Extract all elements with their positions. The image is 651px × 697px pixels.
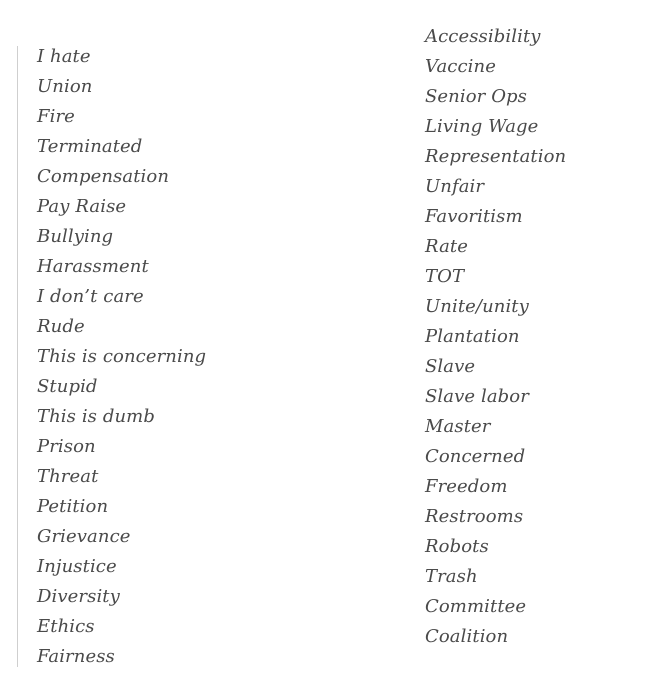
list-item: Prison xyxy=(37,436,96,457)
list-item: Fairness xyxy=(37,646,115,667)
list-item: Threat xyxy=(37,466,99,487)
list-item: TOT xyxy=(425,266,465,287)
list-item: This is dumb xyxy=(37,406,155,427)
list-item: Stupid xyxy=(37,376,98,397)
list-item: Pay Raise xyxy=(37,196,127,217)
list-item: Diversity xyxy=(37,586,120,607)
list-item: Terminated xyxy=(37,136,143,157)
word-list-left xyxy=(37,42,206,672)
list-item: Vaccine xyxy=(425,56,496,77)
word-list-right xyxy=(425,22,566,652)
list-item: Grievance xyxy=(37,526,131,547)
list-item: Rude xyxy=(37,316,85,337)
list-item: Plantation xyxy=(425,326,520,347)
list-item: Accessibility xyxy=(425,26,541,47)
list-item: Trash xyxy=(425,566,478,587)
list-item: Representation xyxy=(425,146,567,167)
list-item: Compensation xyxy=(37,166,170,187)
list-item: Favoritism xyxy=(425,206,523,227)
list-item: Coalition xyxy=(425,626,509,647)
list-item: Unite/unity xyxy=(425,296,529,317)
list-item: Injustice xyxy=(37,556,117,577)
list-item: Living Wage xyxy=(425,116,539,137)
list-item: Fire xyxy=(37,106,75,127)
list-item: Committee xyxy=(425,596,527,617)
list-item: Ethics xyxy=(37,616,95,637)
list-item: I hate xyxy=(37,46,91,67)
list-item: Slave labor xyxy=(425,386,529,407)
list-item: Union xyxy=(37,76,93,97)
list-item: Concerned xyxy=(425,446,526,467)
list-item: Harassment xyxy=(37,256,149,277)
list-item: Senior Ops xyxy=(425,86,528,107)
list-item: Rate xyxy=(425,236,468,257)
list-item: Unfair xyxy=(425,176,485,197)
blockquote-border xyxy=(17,46,18,667)
list-item: Master xyxy=(425,416,491,437)
list-item: I don’t care xyxy=(37,286,144,307)
list-item: Bullying xyxy=(37,226,114,247)
list-item: Petition xyxy=(37,496,109,517)
list-item: Robots xyxy=(425,536,489,557)
list-item: This is concerning xyxy=(37,346,207,367)
list-item: Slave xyxy=(425,356,476,377)
list-item: Restrooms xyxy=(425,506,524,527)
list-item: Freedom xyxy=(425,476,508,497)
